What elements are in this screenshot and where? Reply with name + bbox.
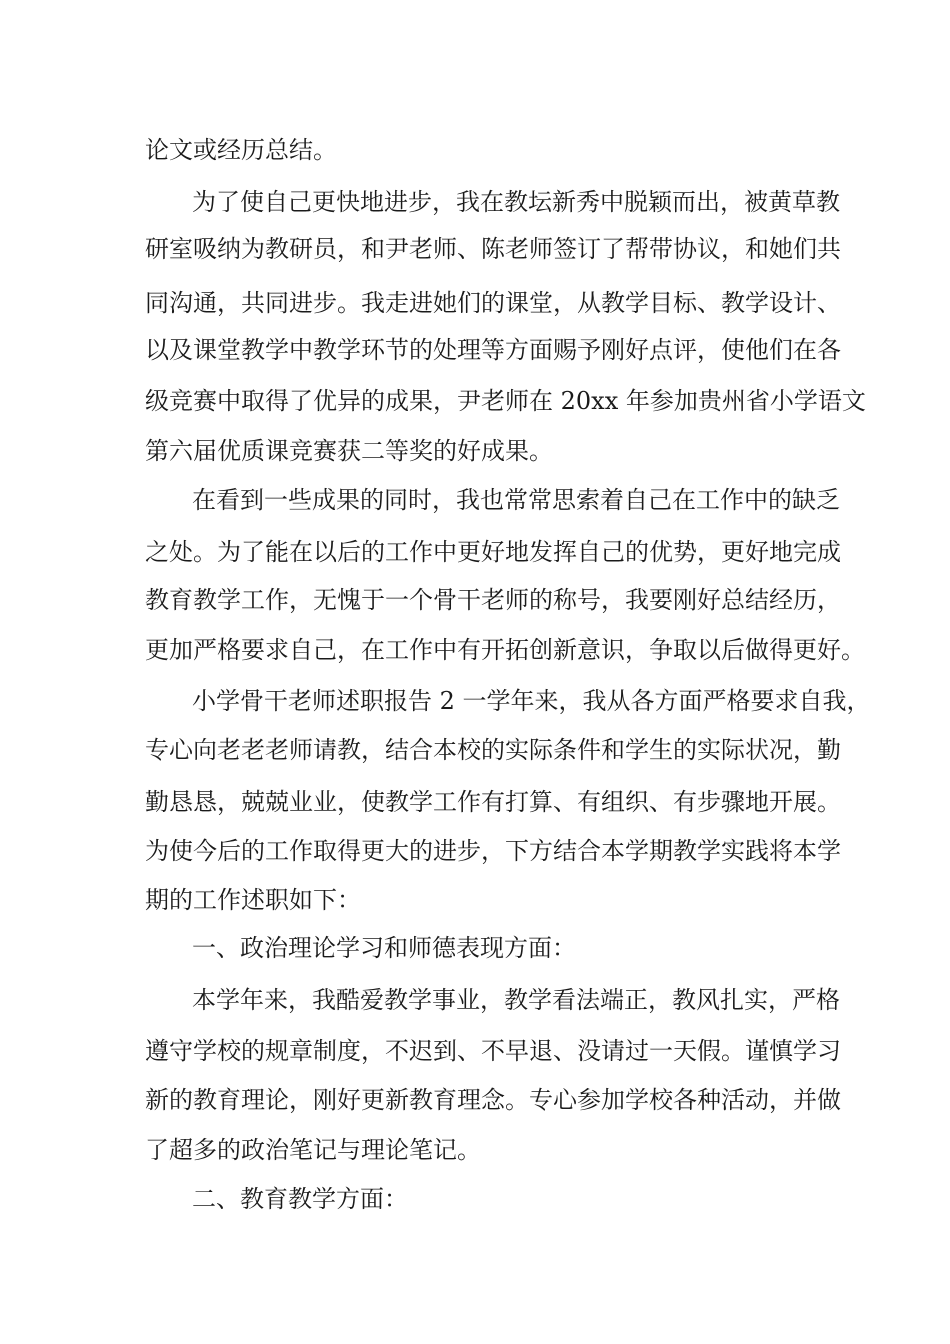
text-line: 为了使自己更快地进步，我在教坛新秀中脱颖而出，被黄草教 (192, 188, 840, 216)
text-line: 更加严格要求自己，在工作中有开拓创新意识，争取以后做得更好。 (145, 636, 865, 664)
section-heading: 二、教育教学方面： (192, 1185, 408, 1213)
text-line: 为使今后的工作取得更大的进步，下方结合本学期教学实践将本学 (145, 837, 841, 865)
text-line: 专心向老老老师请教，结合本校的实际条件和学生的实际状况，勤 (145, 736, 841, 764)
text-line: 新的教育理论，刚好更新教育理念。专心参加学校各种活动，并做 (145, 1086, 841, 1114)
text-line: 以及课堂教学中教学环节的处理等方面赐予刚好点评，使他们在各 (145, 336, 841, 364)
text-line: 了超多的政治笔记与理论笔记。 (145, 1136, 481, 1164)
section-heading: 一、政治理论学习和师德表现方面： (192, 934, 576, 962)
text-line: 勤恳恳，兢兢业业，使教学工作有打算、有组织、有步骤地开展。 (145, 788, 841, 816)
text-line: 遵守学校的规章制度，不迟到、不早退、没请过一天假。谨慎学习 (145, 1037, 841, 1065)
text-line: 级竞赛中取得了优异的成果，尹老师在 20xx 年参加贵州省小学语文 (145, 387, 866, 415)
text-line: 研室吸纳为教研员，和尹老师、陈老师签订了帮带协议，和她们共 (145, 235, 841, 263)
text-line: 论文或经历总结。 (145, 136, 337, 164)
text-line: 教育教学工作，无愧于一个骨干老师的称号，我要刚好总结经历， (145, 586, 841, 614)
text-line: 小学骨干老师述职报告 2 一学年来，我从各方面严格要求自我， (192, 687, 871, 715)
text-line: 第六届优质课竞赛获二等奖的好成果。 (145, 437, 553, 465)
text-line: 在看到一些成果的同时，我也常常思索着自己在工作中的缺乏 (192, 486, 840, 514)
text-line: 之处。为了能在以后的工作中更好地发挥自己的优势，更好地完成 (145, 538, 841, 566)
text-line: 本学年来，我酷爱教学事业，教学看法端正，教风扎实，严格 (192, 986, 840, 1014)
text-line: 同沟通，共同进步。我走进她们的课堂，从教学目标、教学设计、 (145, 289, 841, 317)
text-line: 期的工作述职如下： (145, 886, 361, 914)
